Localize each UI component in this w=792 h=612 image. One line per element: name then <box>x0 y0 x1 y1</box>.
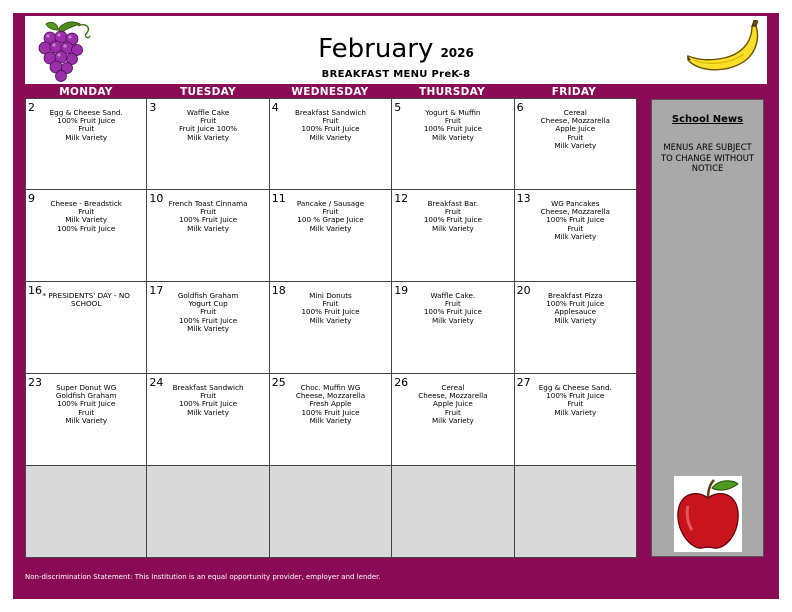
menu-item: Choc. Muffin WG <box>300 383 361 392</box>
year-label: 2026 <box>440 46 474 60</box>
day-header-thursday: THURSDAY <box>419 86 485 98</box>
menu-item: Breakfast Pizza <box>547 291 603 300</box>
menu-items <box>270 292 391 325</box>
menu-item: Milk Variety <box>431 415 474 425</box>
menu-item: Cereal <box>563 108 587 117</box>
calendar-cell <box>270 374 392 466</box>
apple-icon <box>674 476 742 552</box>
menu-item: Fruit <box>322 299 339 309</box>
calendar-cell-empty <box>147 466 269 558</box>
calendar-cell <box>515 98 637 190</box>
non-discrimination-statement: Non-discrimination Statement: This Institution is an equal opportunity provider, employer and lender. <box>25 573 381 581</box>
menu-items <box>392 292 513 325</box>
menu-item: 100% Fruit Juice <box>423 307 482 317</box>
menu-items <box>147 292 268 333</box>
grapes-icon <box>28 18 96 84</box>
menu-item: Fruit <box>200 116 217 126</box>
day-header-friday: FRIDAY <box>551 86 597 98</box>
menu-item: Fruit <box>200 307 217 317</box>
menu-item: Goldfish Graham <box>177 291 239 300</box>
menu-item: Fruit <box>78 207 95 217</box>
menu-item: Milk Variety <box>431 132 474 142</box>
menu-items <box>392 200 513 233</box>
menu-item: Milk Variety <box>309 315 352 325</box>
day-number: 16 <box>28 284 42 297</box>
calendar-cell <box>25 190 147 282</box>
calendar-cell <box>515 190 637 282</box>
calendar-cell <box>147 190 269 282</box>
menu-item: Mini Donuts <box>309 291 352 300</box>
menu-item: 100% Fruit Juice <box>57 399 116 409</box>
menu-items <box>26 109 146 142</box>
menu-items <box>26 292 146 308</box>
calendar-cell <box>25 282 147 374</box>
calendar-cell <box>147 374 269 466</box>
menu-item: Milk Variety <box>187 223 230 233</box>
calendar-cell <box>25 98 147 190</box>
menu-item: SCHOOL <box>71 299 102 309</box>
menu-item: Egg & Cheese Sand. <box>49 108 123 117</box>
menu-item: Milk Variety <box>554 231 597 241</box>
day-header-tuesday: TUESDAY <box>180 86 236 98</box>
menu-item: Breakfast Bar. <box>427 199 479 208</box>
menu-items <box>392 109 513 142</box>
menu-item: Fruit <box>322 116 339 126</box>
menu-item: Fruit <box>567 223 584 233</box>
menu-item: Fruit <box>200 207 217 217</box>
menu-item: Fruit Juice 100% <box>179 124 238 134</box>
menu-item: Breakfast Sandwich <box>172 383 244 392</box>
menu-items <box>515 384 636 417</box>
menu-item: Cheese, Mozzarella <box>295 391 366 401</box>
calendar-cell-empty <box>392 466 514 558</box>
menu-items <box>270 109 391 142</box>
day-number: 27 <box>516 376 531 389</box>
menu-item: * PRESIDENTS' DAY - NO <box>42 291 130 300</box>
day-number: 2 <box>28 101 35 114</box>
menu-item: Milk Variety <box>554 407 597 417</box>
menu-item: Milk Variety <box>431 223 474 233</box>
menu-item: 100% Fruit Juice <box>179 399 238 409</box>
menu-item: French Toast Cinnama <box>168 199 248 208</box>
menu-items <box>270 200 391 233</box>
menu-item: Breakfast Sandwich <box>295 108 366 117</box>
menu-item: Cheese, Mozzarella <box>540 116 610 126</box>
day-number: 4 <box>271 101 279 114</box>
day-number: 6 <box>516 101 524 114</box>
menu-item: Waffle Cake. <box>430 291 476 300</box>
menu-item: Milk Variety <box>187 407 230 417</box>
header <box>25 16 767 84</box>
menu-items <box>270 384 391 425</box>
day-number: 11 <box>271 192 286 205</box>
menu-item: Milk Variety <box>65 415 108 425</box>
menu-item: 100% Fruit Juice <box>57 223 116 233</box>
calendar-cell <box>270 190 392 282</box>
menu-item: 100% Fruit Juice <box>57 116 116 126</box>
menu-item: Milk Variety <box>431 315 474 325</box>
menu-item: 100% Fruit Juice <box>423 215 482 225</box>
menu-items <box>26 384 146 425</box>
menu-calendar-grid <box>25 98 637 558</box>
menu-item: 100% Fruit Juice <box>179 215 238 225</box>
menu-item: 100% Fruit Juice <box>546 391 605 401</box>
menu-item: Cheese, Mozzarella <box>540 207 610 217</box>
menu-items <box>26 200 146 233</box>
day-number: 24 <box>149 376 164 389</box>
day-number: 26 <box>394 376 409 389</box>
menu-item: Fresh Apple <box>309 399 352 409</box>
school-news-title: School News <box>671 114 744 125</box>
menu-item: Fruit <box>444 116 461 126</box>
day-number: 23 <box>28 376 42 389</box>
menu-item: Fruit <box>444 407 461 417</box>
day-number: 19 <box>394 284 409 297</box>
menu-item: 100% Fruit Juice <box>301 124 360 134</box>
menu-item: 100% Fruit Juice <box>301 307 360 317</box>
menu-item: Fruit <box>567 399 584 409</box>
menu-item: Yogurt Cup <box>188 299 228 309</box>
menu-items <box>392 384 513 425</box>
banana-icon <box>684 20 764 76</box>
menu-item: Super Donut WG <box>56 383 117 392</box>
menu-items <box>147 200 268 233</box>
calendar-cell <box>25 374 147 466</box>
menu-item: Milk Variety <box>65 215 108 225</box>
menu-item: Milk Variety <box>554 140 597 150</box>
menu-item: Milk Variety <box>65 132 108 142</box>
menu-item: Egg & Cheese Sand. <box>538 383 612 392</box>
menu-items <box>515 200 636 241</box>
menu-item: WG Pancakes <box>551 199 600 208</box>
menu-item: Fruit <box>567 132 584 142</box>
day-number: 18 <box>271 284 286 297</box>
school-news-text: MENUS ARE SUBJECT TO CHANGE WITHOUT NOTICE <box>661 142 754 173</box>
menu-item: 100% Fruit Juice <box>301 407 360 417</box>
menu-item: Milk Variety <box>187 132 230 142</box>
menu-item: Cheese, Mozzarella <box>418 391 488 401</box>
day-number: 5 <box>394 101 402 114</box>
day-number: 9 <box>28 192 35 205</box>
menu-item: Apple Juice <box>555 124 596 134</box>
calendar-cell-empty <box>515 466 637 558</box>
menu-items <box>147 109 268 142</box>
calendar-cell <box>392 98 514 190</box>
menu-items <box>147 384 268 417</box>
menu-items <box>515 109 636 150</box>
calendar-cell <box>515 374 637 466</box>
menu-item: 100% Fruit Juice <box>423 124 482 134</box>
day-number: 13 <box>516 192 531 205</box>
menu-item: 100% Fruit Juice <box>546 215 605 225</box>
day-header-monday: MONDAY <box>59 86 113 98</box>
menu-item: 100% Fruit Juice <box>546 299 605 309</box>
menu-item: Cereal <box>441 383 465 392</box>
day-number: 20 <box>516 284 531 297</box>
page-title <box>25 34 767 64</box>
menu-item: Pancake / Sausage <box>296 199 365 208</box>
menu-item: Milk Variety <box>309 415 352 425</box>
calendar-cell <box>515 282 637 374</box>
calendar-cell-empty <box>270 466 392 558</box>
calendar-cell <box>270 282 392 374</box>
menu-item: Cheese - Breadstick <box>50 199 122 208</box>
menu-item: Yogurt & Muffin <box>425 108 481 117</box>
menu-item: Fruit <box>200 391 217 401</box>
day-number: 3 <box>149 101 157 114</box>
menu-item: Milk Variety <box>187 323 230 333</box>
menu-item: Apple Juice <box>432 399 473 409</box>
menu-item: 100 % Grape Juice <box>297 215 364 225</box>
calendar-cell <box>392 190 514 282</box>
menu-item: Fruit <box>444 207 461 217</box>
menu-item: Fruit <box>78 124 95 134</box>
day-number: 12 <box>394 192 409 205</box>
menu-item: Milk Variety <box>309 132 352 142</box>
menu-item: Milk Variety <box>309 223 352 233</box>
menu-item: Fruit <box>444 299 461 309</box>
calendar-cell <box>392 282 514 374</box>
menu-item: Fruit <box>78 407 95 417</box>
menu-item: Fruit <box>322 207 339 217</box>
calendar-cell <box>147 282 269 374</box>
menu-item: Waffle Cake <box>186 108 230 117</box>
menu-item: Goldfish Graham <box>55 391 117 401</box>
menu-item: Milk Variety <box>554 315 597 325</box>
day-header-wednesday: WEDNESDAY <box>291 86 369 98</box>
month-title: February <box>318 34 434 64</box>
day-number: 17 <box>149 284 164 297</box>
menu-subtitle: BREAKFAST MENU PreK-8 <box>321 69 471 80</box>
menu-item: 100% Fruit Juice <box>179 315 238 325</box>
day-number: 25 <box>271 376 286 389</box>
calendar-cell-empty <box>25 466 147 558</box>
menu-items <box>515 292 636 325</box>
menu-item: Applesauce <box>554 307 597 317</box>
calendar-cell <box>270 98 392 190</box>
calendar-cell <box>392 374 514 466</box>
calendar-cell <box>147 98 269 190</box>
day-number: 10 <box>149 192 164 205</box>
